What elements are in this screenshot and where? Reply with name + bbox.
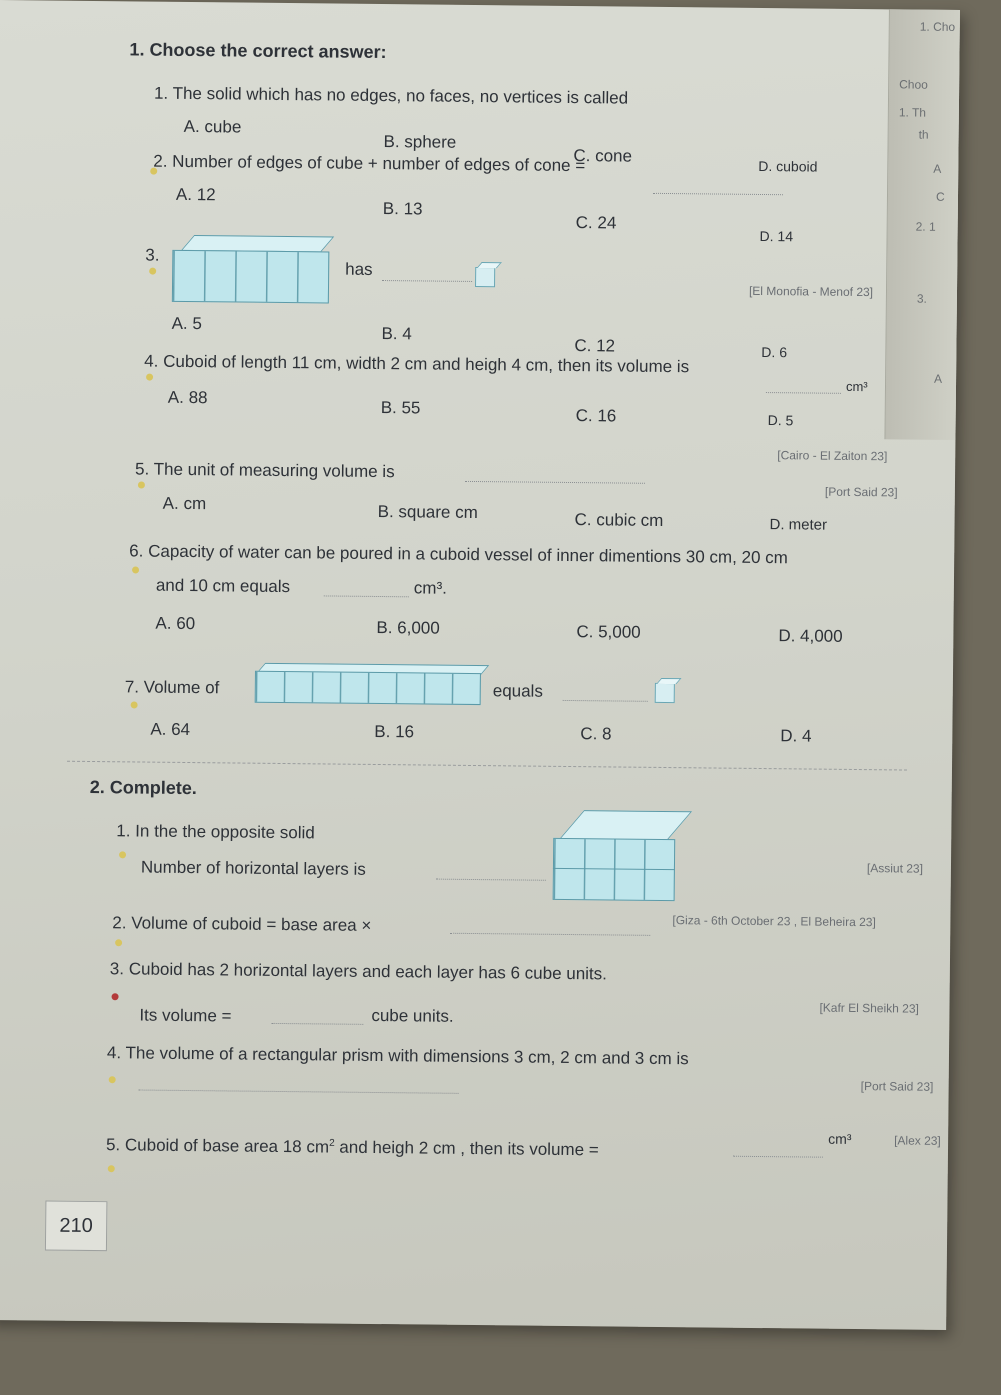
q4-option-b: B. 55 — [380, 398, 421, 418]
q2-option-b: B. 13 — [382, 199, 423, 219]
q3-number: 3. — [145, 245, 160, 265]
bullet-dot-icon — [149, 268, 156, 275]
margin-text: C — [935, 189, 945, 204]
q1-option-c: C. cone — [573, 146, 633, 166]
c1-source: [Assiut 23] — [866, 861, 924, 876]
c3-line2b: cube units. — [371, 1005, 454, 1026]
unit-cube-icon — [655, 683, 675, 703]
answer-blank — [450, 933, 650, 936]
margin-text: A — [934, 371, 943, 386]
bullet-dot-icon — [132, 566, 139, 573]
q4-source: [Cairo - El Zaiton 23] — [777, 448, 888, 464]
q3-option-d: D. 6 — [761, 343, 788, 361]
c2-line1: 2. Volume of cuboid = base area × — [112, 913, 372, 935]
q1-option-b: B. sphere — [383, 132, 457, 152]
bullet-dot-icon — [119, 851, 126, 858]
q5-text: 5. The unit of measuring volume is — [134, 459, 395, 482]
page-number: 210 — [45, 1201, 108, 1252]
q2-option-a: A. 12 — [175, 184, 216, 205]
margin-text: 3. — [916, 291, 928, 306]
margin-text: Choo — [899, 77, 928, 92]
section2-heading: 2. Complete. — [89, 776, 197, 799]
c1-line2: Number of horizontal layers is — [140, 857, 366, 879]
answer-blank — [436, 879, 546, 881]
unit-cube-icon — [475, 267, 495, 287]
q3-option-c: C. 12 — [574, 336, 616, 356]
answer-blank — [653, 193, 783, 195]
margin-text: 1. Th — [898, 105, 927, 120]
margin-text: A — [933, 161, 942, 176]
answer-blank — [733, 1156, 823, 1158]
q2-option-d: D. 14 — [759, 227, 794, 245]
section1-heading: 1. Choose the correct answer: — [129, 39, 387, 63]
bullet-dot-icon — [112, 993, 119, 1000]
q4-option-a: A. 88 — [167, 387, 208, 408]
answer-blank — [766, 392, 841, 394]
c5-unit: cm³ — [828, 1130, 852, 1147]
q3-option-a: A. 5 — [171, 313, 202, 334]
margin-text: 1. Cho — [919, 19, 956, 35]
q5-option-d: D. meter — [769, 516, 828, 534]
answer-blank — [465, 481, 645, 484]
answer-blank — [382, 280, 472, 282]
q3-option-b: B. 4 — [381, 324, 412, 344]
q6-text: 6. Capacity of water can be poured in a cuboid vessel of inner dimentions 30 cm, 20 cm — [129, 541, 788, 568]
answer-blank — [271, 1023, 363, 1025]
q7-option-a: A. 64 — [150, 719, 191, 740]
q1-option-a: A. cube — [183, 116, 242, 137]
q6-option-b: B. 6,000 — [376, 617, 440, 638]
c3-source: [Kafr El Sheikh 23] — [819, 1000, 919, 1016]
bullet-dot-icon — [138, 481, 145, 488]
q6-option-c: C. 5,000 — [576, 622, 641, 642]
bullet-dot-icon — [115, 939, 122, 946]
q4-text: 4. Cuboid of length 11 cm, width 2 cm and heigh 4 cm, then its volume is — [144, 351, 690, 377]
q6-unit: cm³. — [413, 578, 448, 598]
bullet-dot-icon — [108, 1165, 115, 1172]
q7-text-after: equals — [492, 681, 544, 701]
c3-line1: 3. Cuboid has 2 horizontal layers and each layer has 6 cube units. — [109, 959, 608, 984]
q5-option-a: A. cm — [162, 493, 207, 514]
q7-text: 7. Volume of — [124, 677, 220, 698]
c4-source: [Port Said 23] — [860, 1079, 934, 1094]
c1-line1: 1. In the the opposite solid — [116, 821, 315, 843]
bullet-dot-icon — [131, 701, 138, 708]
cuboid-figure-row — [255, 671, 481, 705]
q1-text: 1. The solid which has no edges, no faces, no vertices is called — [153, 83, 629, 108]
q5-option-b: B. square cm — [377, 501, 478, 523]
q4-option-c: C. 16 — [575, 406, 617, 426]
c4-line1: 4. The volume of a rectangular prism with dimensions 3 cm, 2 cm and 3 cm is — [106, 1043, 689, 1069]
cuboid-figure — [172, 250, 330, 304]
bullet-dot-icon — [146, 374, 153, 381]
next-page-margin — [884, 9, 959, 440]
q2-option-c: C. 24 — [575, 213, 617, 233]
q5-option-c: C. cubic cm — [574, 510, 664, 530]
q7-option-c: C. 8 — [580, 724, 612, 744]
q5-source: [Port Said 23] — [824, 484, 898, 500]
cuboid-top-face — [559, 810, 692, 841]
q3-text: has — [345, 259, 373, 279]
q7-option-b: B. 16 — [374, 721, 415, 742]
q7-option-d: D. 4 — [780, 726, 812, 746]
margin-text: 2. 1 — [915, 219, 936, 234]
margin-text: th — [918, 127, 929, 142]
q1-option-d: D. cuboid — [758, 157, 818, 175]
q6-text-line2: and 10 cm equals — [155, 575, 291, 597]
q4-option-d: D. 5 — [767, 412, 794, 429]
answer-blank — [139, 1090, 459, 1094]
c5-line1: 5. Cuboid of base area 18 $cm^2$ and heigh 2 cm , then its volume = — [105, 1135, 599, 1160]
c3-line2a: Its volume = — [139, 1005, 232, 1026]
q2-text: 2. Number of edges of cube + number of edges of cone = — [153, 151, 586, 176]
q6-option-a: A. 60 — [155, 613, 196, 634]
section-divider — [67, 761, 907, 771]
q3-source: [El Monofia - Menof 23] — [748, 283, 874, 300]
q6-option-d: D. 4,000 — [778, 626, 843, 646]
bullet-dot-icon — [109, 1076, 116, 1083]
q4-unit: cm³ — [845, 378, 868, 395]
answer-blank — [563, 700, 648, 702]
c5-source: [Alex 23] — [894, 1133, 941, 1148]
c2-source: [Giza - 6th October 23 , El Beheira 23] — [672, 913, 876, 930]
answer-blank — [324, 595, 409, 597]
